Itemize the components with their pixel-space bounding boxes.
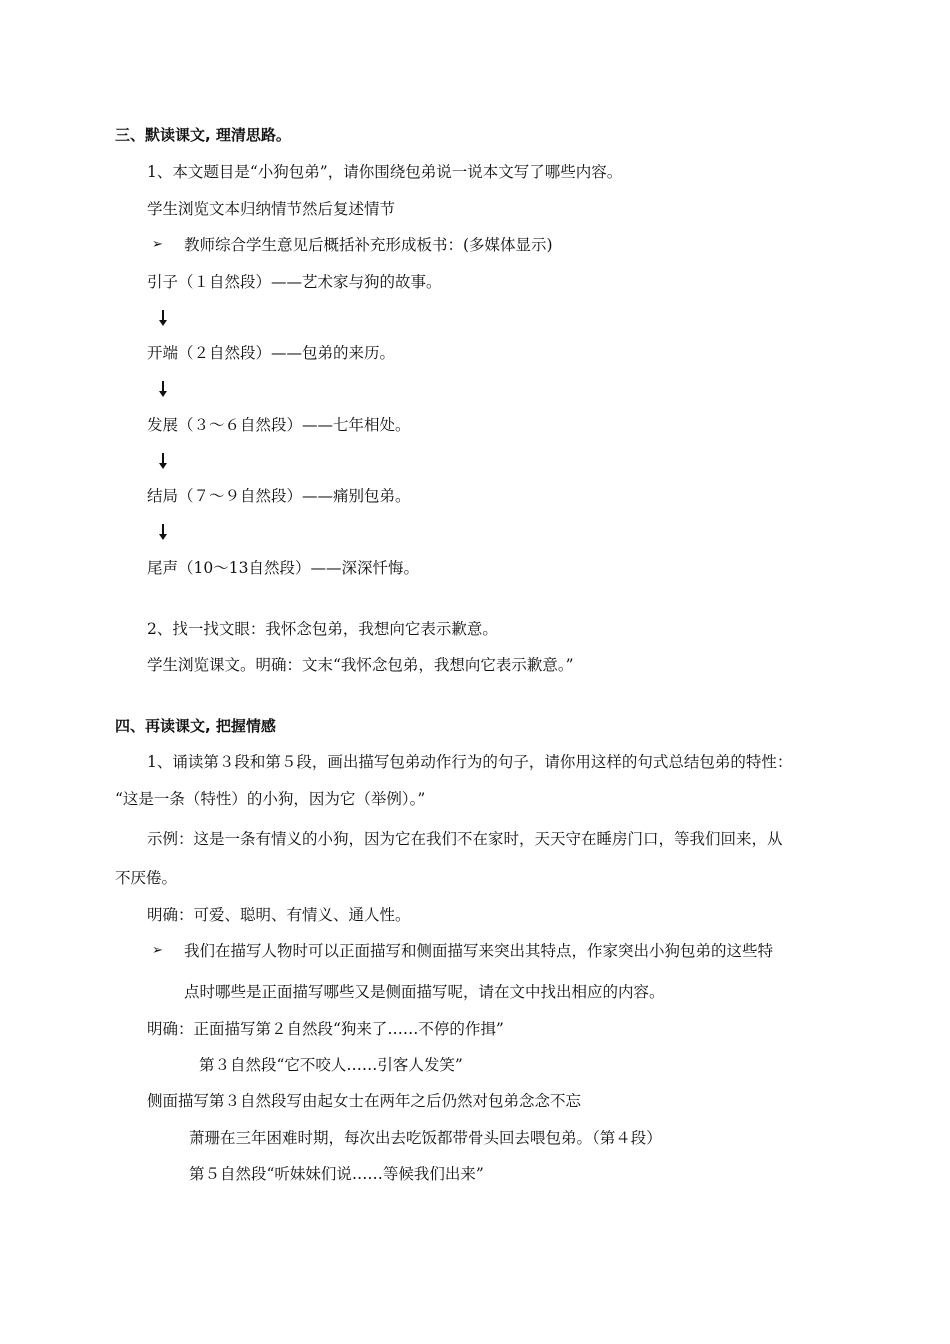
- section4-example-line1: 示例：这是一条有情义的小狗，因为它在我们不在家时，天天守在睡房门口，等我们回来，从: [147, 830, 783, 848]
- side-description-3: 第５自然段“听妹妹们说……等候我们出来”: [189, 1165, 484, 1183]
- section4-question-1-line1: 1、诵读第３段和第５段，画出描写包弟动作行为的句子，请你用这样的句式总结包弟的特性：: [147, 753, 793, 771]
- arrow-down-icon: [162, 381, 164, 393]
- plot-step-epilogue: 尾声（10～13自然段）——深深忏悔。: [147, 559, 419, 577]
- bullet-arrow-icon: ➢: [152, 943, 163, 958]
- section4-bullet-line1: 我们在描写人物时可以正面描写和侧面描写来突出其特点，作家突出小狗包弟的这些特: [184, 942, 774, 960]
- section4-example-line2: 不厌倦。: [115, 869, 178, 887]
- section4-clear-answer: 明确：可爱、聪明、有情义、通人性。: [147, 906, 411, 924]
- section3-question-1: 1、本文题目是“小狗包弟”，请你围绕包弟说一说本文写了哪些内容。: [147, 163, 623, 181]
- section4-heading: 四、再读课文, 把握情感: [115, 717, 276, 735]
- arrow-down-icon: [162, 524, 164, 536]
- bullet-arrow-icon: ➢: [152, 237, 163, 252]
- plot-step-beginning: 开端（２自然段）——包弟的来历。: [147, 344, 396, 362]
- section3-student-activity: 学生浏览文本归纳情节然后复述情节: [147, 200, 396, 218]
- plot-step-ending: 结局（７～９自然段）——痛别包弟。: [147, 487, 411, 505]
- section4-question-1-line2: “这是一条（特性）的小狗，因为它（举例）。”: [115, 790, 426, 808]
- plot-step-intro: 引子（１自然段）——艺术家与狗的故事。: [147, 273, 442, 291]
- section3-question-2-answer: 学生浏览课文。明确：文末“我怀念包弟，我想向它表示歉意。”: [147, 656, 574, 674]
- section3-heading: 三、默读课文, 理清思路。: [115, 126, 291, 144]
- section3-teacher-note: 教师综合学生意见后概括补充形成板书：(多媒体显示): [184, 236, 553, 254]
- section4-bullet-line2: 点时哪些是正面描写哪些又是侧面描写呢，请在文中找出相应的内容。: [184, 983, 665, 1001]
- front-description-1: 明确：正面描写第２自然段“狗来了……不停的作揖”: [147, 1020, 504, 1038]
- side-description-1: 侧面描写第３自然段写由起女士在两年之后仍然对包弟念念不忘: [147, 1092, 582, 1110]
- arrow-down-icon: [162, 310, 164, 322]
- front-description-2: 第３自然段“它不咬人……引客人发笑”: [199, 1056, 463, 1074]
- arrow-down-icon: [162, 453, 164, 465]
- section3-question-2: 2、找一找文眼：我怀念包弟，我想向它表示歉意。: [147, 620, 498, 638]
- side-description-2: 萧珊在三年困难时期，每次出去吃饭都带骨头回去喂包弟。（第４段）: [189, 1129, 662, 1147]
- plot-step-development: 发展（３～６自然段）——七年相处。: [147, 416, 411, 434]
